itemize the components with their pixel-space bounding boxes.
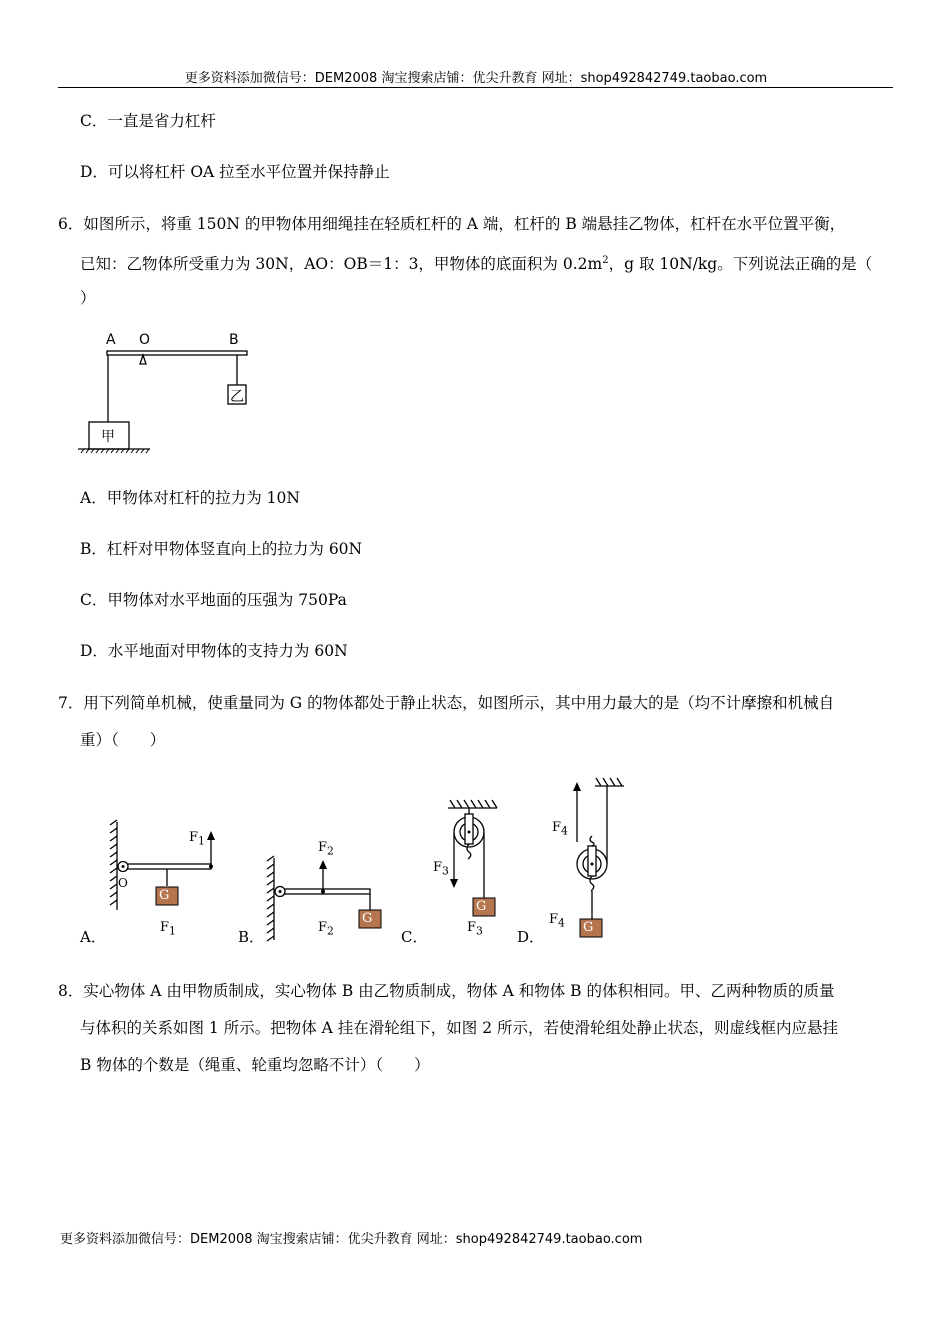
q6-option-c: C．甲物体对水平地面的压强为 750Pa <box>80 591 347 609</box>
page-footer: 更多资料添加微信号：DEM2008 淘宝搜索店铺：优尖升教育 网址：shop492842749.taobao.com <box>60 1232 643 1247</box>
object-yi-label: 乙 <box>230 389 244 405</box>
q6-lever-figure <box>75 330 265 460</box>
q7-option-b: B． <box>238 928 265 946</box>
pivot-o-label: O <box>118 876 128 890</box>
q7-option-a: A． <box>80 928 106 946</box>
page-header: 更多资料添加微信号：DEM2008 淘宝搜索店铺：优尖升教育 网址：shop492842749.taobao.com <box>184 71 768 86</box>
weight-g-c: G <box>476 899 487 914</box>
q6-option-b: B．杠杆对甲物体竖直向上的拉力为 60N <box>80 540 363 558</box>
q8-stem-line1: 8．实心物体 A 由甲物质制成，实心物体 B 由乙物质制成，物体 A 和物体 B 的体积相同。甲、乙两种物质的质量 <box>58 982 835 1000</box>
q6-stem-line1: 6．如图所示，将重 150N 的甲物体用细绳挂在轻质杠杆的 A 端，杠杆的 B 端悬挂乙物体，杠杆在水平位置平衡， <box>58 215 846 233</box>
caption-f3: $F_3$ <box>467 920 483 938</box>
force-f4-lower-label: $F_4$ <box>549 912 565 930</box>
q6-option-a: A．甲物体对杠杆的拉力为 10N <box>80 489 300 507</box>
q7-machines-figure <box>75 770 645 950</box>
caption-f2: $F_2$ <box>318 920 334 938</box>
q5-option-c: C．一直是省力杠杆 <box>80 112 216 130</box>
force-f3-label: $F_3$ <box>433 860 449 878</box>
q8-stem-line3: B 物体的个数是（绳重、轮重均忽略不计）（ ） <box>80 1056 430 1074</box>
q7-option-c: C． <box>401 928 428 946</box>
q7-stem-line1: 7．用下列简单机械，使重量同为 G 的物体都处于静止状态，如图所示，其中用力最大的是（均不计摩擦和机械自 <box>58 694 835 712</box>
force-f1-label: $F_1$ <box>189 830 205 848</box>
q6-stem-line3: ） <box>80 289 96 307</box>
point-o-label: O <box>139 332 151 348</box>
weight-g-b: G <box>362 911 373 926</box>
q6-stem-line2: 已知：乙物体所受重力为 30N，AO：OB＝1：3，甲物体的底面积为 $0.2m^2$，g 取 10N/kg。下列说法正确的是（ <box>80 255 873 274</box>
point-b-label: B <box>229 332 239 348</box>
force-f4-label: $F_4$ <box>552 820 568 838</box>
q5-option-d: D．可以将杠杆 OA 拉至水平位置并保持静止 <box>80 163 390 181</box>
q7-stem-line2: 重）（ ） <box>80 731 166 749</box>
caption-f1: $F_1$ <box>160 920 176 938</box>
weight-g-d: G <box>583 920 594 935</box>
point-a-label: A <box>106 332 116 348</box>
q7-option-d: D． <box>517 928 545 946</box>
weight-g-a: G <box>159 888 170 903</box>
header-divider <box>58 87 893 88</box>
force-f2-label: $F_2$ <box>318 840 334 858</box>
q6-option-d: D．水平地面对甲物体的支持力为 60N <box>80 642 348 660</box>
q8-stem-line2: 与体积的关系如图 1 所示。把物体 A 挂在滑轮组下，如图 2 所示，若使滑轮组处静止状态，则虚线框内应悬挂 <box>80 1019 838 1037</box>
object-jia-label: 甲 <box>101 429 115 445</box>
